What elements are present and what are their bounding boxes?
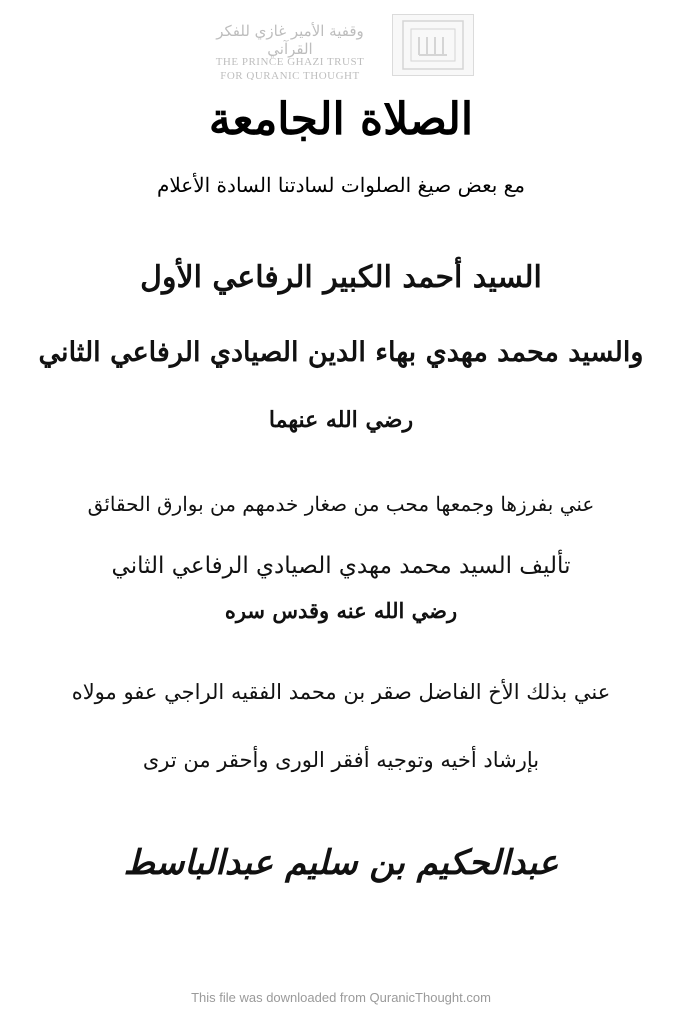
download-footer: This file was downloaded from QuranicThought.com (191, 990, 491, 1005)
watermark-english-line-2: FOR QURANIC THOUGHT (220, 70, 360, 80)
heading-line-3: رضي الله عنهما (268, 407, 414, 433)
body-line-5: بإرشاد أخيه وتوجيه أفقر الورى وأحقر من ترى (142, 748, 540, 772)
watermark-arabic-text: وقفية الأمير غازي للفكر القرآني (216, 22, 364, 58)
body-line-4: عني بذلك الأخ الفاضل صقر بن محمد الفقيه الراجي عفو مولاه (71, 680, 611, 704)
heading-line-2: والسيد محمد مهدي بهاء الدين الصيادي الرفاعي الثاني (38, 337, 644, 368)
body-line-1: عني بفرزها وجمعها محب من صغار خدمهم من بوارق الحقائق (87, 492, 595, 516)
watermark-english-line-1: THE PRINCE GHAZI TRUST (215, 56, 365, 68)
watermark (200, 8, 480, 80)
trust-logo-icon (392, 14, 474, 76)
book-title: الصلاة الجامعة (208, 94, 474, 145)
author-signature: عبدالحكيم بن سليم عبدالباسط (123, 843, 559, 883)
heading-line-1: السيد أحمد الكبير الرفاعي الأول (140, 260, 542, 295)
body-line-2: تأليف السيد محمد مهدي الصيادي الرفاعي الثاني (111, 553, 571, 579)
book-subtitle: مع بعض صيغ الصلوات لسادتنا السادة الأعلام (156, 173, 526, 197)
body-line-3: رضي الله عنه وقدس سره (224, 598, 458, 623)
